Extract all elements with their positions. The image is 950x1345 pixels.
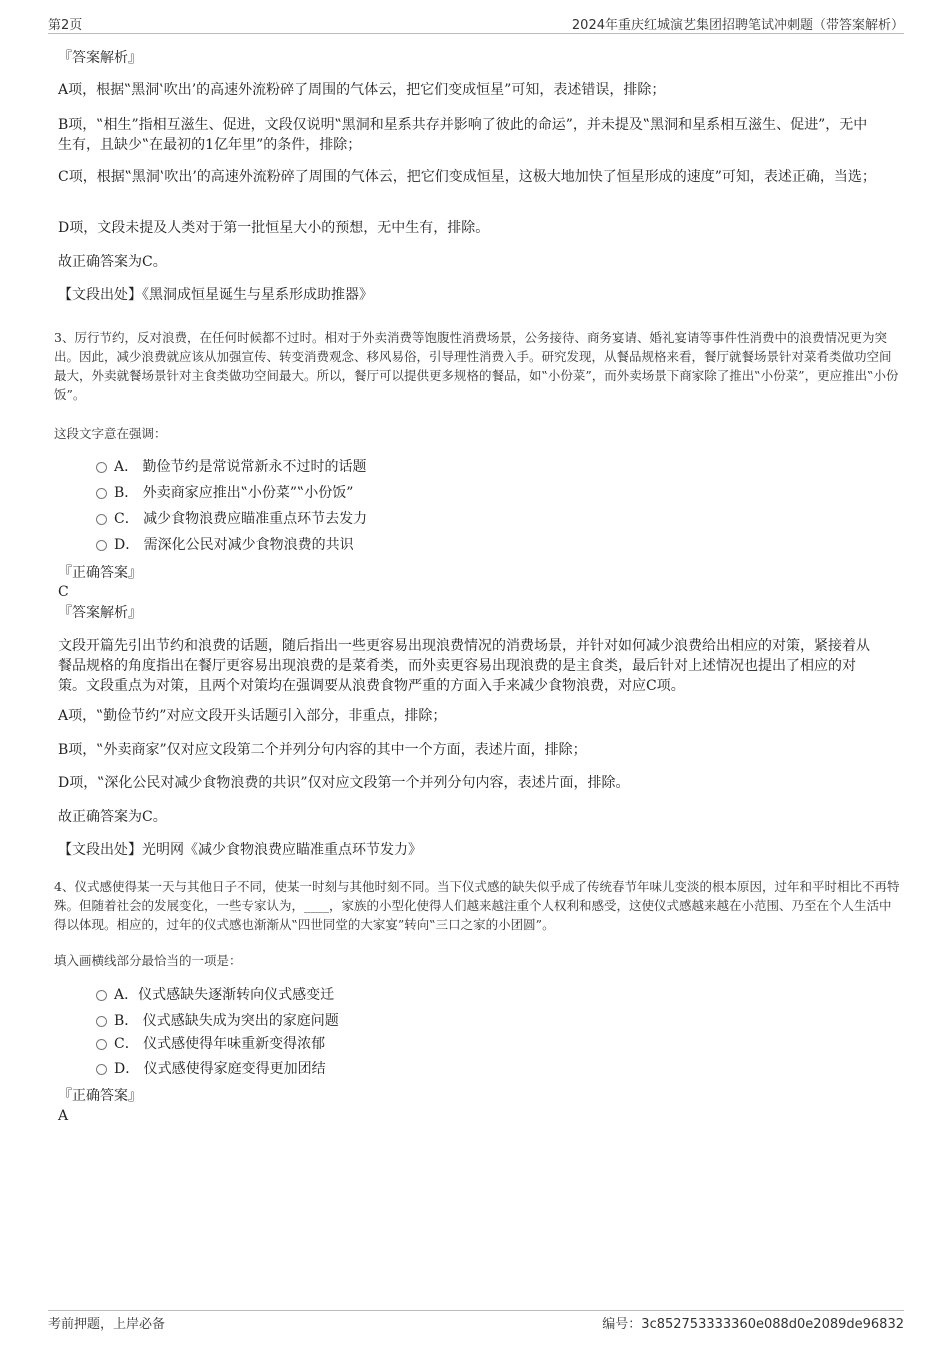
- radio-icon[interactable]: [96, 540, 107, 551]
- radio-icon[interactable]: [96, 462, 107, 473]
- analysis-heading: 『答案解析』: [58, 50, 142, 66]
- document-title: 2024年重庆红城演艺集团招聘笔试冲刺题（带答案解析）: [571, 18, 904, 33]
- option-label: A． 勤俭节约是常说常新永不过时的话题: [114, 459, 367, 475]
- header-divider: [48, 33, 904, 34]
- question-4-option-b[interactable]: [96, 1010, 796, 1032]
- analysis-item-d: D项，文段未提及人类对于第一批恒星大小的预想，无中生有，排除。: [58, 220, 490, 236]
- analysis-conclusion: 故正确答案为C。: [58, 254, 167, 270]
- source-citation: 【文段出处】《黑洞成恒星诞生与星系形成助推器》: [58, 287, 373, 303]
- page-header: [48, 14, 904, 32]
- question-3-option-b[interactable]: [96, 482, 796, 504]
- question-4-prompt: 填入画横线部分最恰当的一项是：: [54, 953, 242, 968]
- question-3-prompt: 这段文字意在强调：: [54, 426, 167, 441]
- option-label: D． 需深化公民对减少食物浪费的共识: [114, 537, 354, 553]
- radio-icon[interactable]: [96, 514, 107, 525]
- analysis-item-c: C项，根据‟黑洞‛吹出’的高速外流粉碎了周围的气体云，把它们变成恒星，这极大地加快了恒星形成的速度”可知，表述正确，当选；: [58, 169, 876, 185]
- option-label: C． 仪式感使得年味重新变得浓郁: [114, 1036, 326, 1052]
- question-4-option-a[interactable]: [96, 984, 796, 1006]
- source-citation: 【文段出处】光明网《减少食物浪费应瞄准重点环节发力》: [58, 842, 422, 858]
- option-label: B． 仪式感缺失成为突出的家庭问题: [114, 1013, 339, 1029]
- correct-answer-value: A: [58, 1108, 69, 1124]
- radio-icon[interactable]: [96, 990, 107, 1001]
- radio-icon[interactable]: [96, 1064, 107, 1075]
- analysis-item-b: B项，‟相生”指相互滋生、促进，文段仅说明‟黑洞和星系共存并影响了彼此的命运”，并未提及‟黑洞和星系相互滋生、促进”，无中生有，且缺少‟在最初的1亿年里”的条件，排除；: [58, 117, 868, 153]
- correct-answer-heading: 『正确答案』: [58, 565, 142, 581]
- document-code: 编号：3c852753333360e088d0e2089de96832: [602, 1317, 904, 1332]
- question-4-option-c[interactable]: [96, 1033, 796, 1055]
- page-number: 第2页: [48, 18, 83, 33]
- question-3-analysis-a: A项，‟勤俭节约”对应文段开头话题引入部分，非重点，排除；: [58, 708, 447, 724]
- question-3-passage: 3、厉行节约，反对浪费，在任何时候都不过时。相对于外卖消费等饱腹性消费场景，公务接待、商务宴请、婚礼宴请等事件性消费中的浪费情况更为突出。因此，减少浪费就应该从加强宣传、转变消费观念、移风易俗，引导理性消费入手。研究发现，从餐品规格来看，餐厅就餐场景针对菜肴类做功空间最大，外卖就餐场景针对主食类做功空间最大。所以，餐厅可以提供更多规格的餐品，如‟小份菜”，而外卖场景下商家除了推出‟小份菜”，更应推出‟小份饭”。: [54, 330, 899, 402]
- correct-answer-heading: 『正确答案』: [58, 1088, 142, 1104]
- question-3-analysis-main: 文段开篇先引出节约和浪费的话题，随后指出一些更容易出现浪费情况的消费场景，并针对如何减少浪费给出相应的对策，紧接着从餐品规格的角度指出在餐厅更容易出现浪费的是菜肴类，而外卖更容易出现浪费的是主食类，最后针对上述情况也提出了相应的对策。文段重点为对策，且两个对策均在强调要从浪费食物严重的方面入手来减少食物浪费，对应C项。: [58, 638, 870, 694]
- analysis-heading: 『答案解析』: [58, 605, 142, 621]
- radio-icon[interactable]: [96, 488, 107, 499]
- question-4-option-d[interactable]: [96, 1058, 796, 1080]
- option-label: B． 外卖商家应推出‟小份菜”‟小份饭”: [114, 485, 354, 501]
- question-3-analysis-d: D项，‟深化公民对减少食物浪费的共识”仅对应文段第一个并列分句内容，表述片面，排除。: [58, 775, 630, 791]
- analysis-item-a: A项，根据‟黑洞‛吹出’的高速外流粉碎了周围的气体云，把它们变成恒星”可知，表述错误，排除；: [58, 82, 666, 98]
- radio-icon[interactable]: [96, 1039, 107, 1050]
- question-3-conclusion: 故正确答案为C。: [58, 809, 167, 825]
- footer-divider: [48, 1310, 904, 1311]
- question-3-option-a[interactable]: [96, 456, 796, 478]
- question-4-passage: 4、仪式感使得某一天与其他日子不同，使某一时刻与其他时刻不同。当下仪式感的缺失似乎成了传统春节年味儿变淡的根本原因，过年和平时相比不再特殊。但随着社会的发展变化，一些专家认为，____，家族的小型化使得人们越来越注重个人权利和感受，这使仪式感越来越在小范围、乃至在个人生活中得以体现。相应的，过年的仪式感也渐渐从‟四世同堂的大家宴”转向‟三口之家的小团圆”。: [54, 879, 900, 932]
- question-3-option-d[interactable]: [96, 534, 796, 556]
- question-3-analysis-b: B项，‟外卖商家”仅对应文段第二个并列分句内容的其中一个方面，表述片面，排除；: [58, 742, 587, 758]
- correct-answer-value: C: [58, 584, 69, 600]
- radio-icon[interactable]: [96, 1016, 107, 1027]
- option-label: A．仪式感缺失逐渐转向仪式感变迁: [114, 987, 335, 1003]
- option-label: C． 减少食物浪费应瞄准重点环节去发力: [114, 511, 368, 527]
- option-label: D． 仪式感使得家庭变得更加团结: [114, 1061, 326, 1077]
- footer-slogan: 考前押题，上岸必备: [48, 1317, 166, 1332]
- question-3-option-c[interactable]: [96, 508, 796, 530]
